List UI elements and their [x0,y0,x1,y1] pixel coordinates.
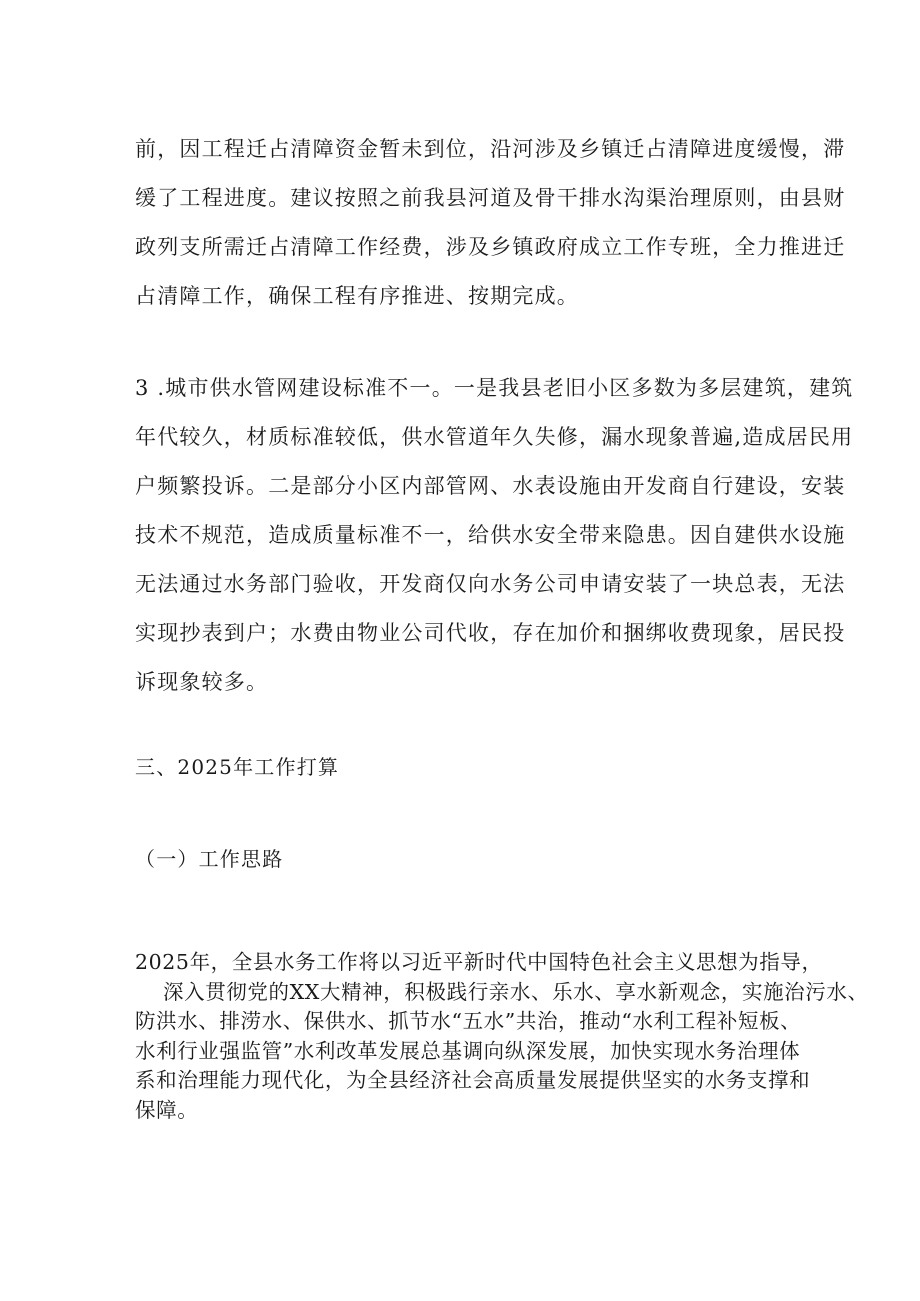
text-line: 水利行业强监管”水利改革发展总基调向纵深发展，加快实现水务治理体 [135,1038,801,1063]
text-line: 2025年，全县水务工作将以习近平新时代中国特色社会主义思想为指导， [135,950,823,974]
text-line: 技术不规范，造成质量标准不一，给供水安全带来隐患。因自建供水设施 [135,523,846,547]
text-line: 户频繁投诉。二是部分小区内部管网、水表设施由开发商自行建设，安装 [135,474,846,498]
text-line: 政列支所需迁占清障工作经费，涉及乡镇政府成立工作专班，全力推进迁 [135,235,846,259]
paragraph-work-approach [135,948,869,1125]
text-line: 占清障工作，确保工程有序推进、按期完成。 [135,284,579,308]
text-line: 深入贯彻党的XX大精神，积极践行亲水、乐水、享水新观念，实施治污水、 [163,979,869,1004]
text-line: 无法通过水务部门验收，开发商仅向水务公司申请安装了一块总表，无法 [135,572,846,596]
text-line: 年代较久，材质标准较低，供水管道年久失修，漏水现象普遍,造成居民用 [135,425,854,449]
text-line: 系和治理能力现代化，为全县经济社会高质量发展提供坚实的水务支撑和 [135,1068,811,1092]
section-heading: 三、2025年工作打算 [135,755,340,779]
text-line: 诉现象较多。 [135,670,269,694]
subsection-heading: （一）工作思路 [135,847,284,871]
text-line: 保障。 [135,1097,199,1122]
text-line: 实现抄表到户；水费由物业公司代收，存在加价和捆绑收费现象，居民投 [135,621,846,645]
text-line: 防洪水、排涝水、保供水、抓节水“五水”共治，推动“水利工程补短板、 [135,1009,802,1033]
paragraph-water-network-standards [135,364,854,707]
text-line: 3 .城市供水管网建设标准不一。一是我县老旧小区多数为多层建筑，建筑 [135,376,854,400]
paragraph-land-clearance [135,125,846,321]
text-line: 前，因工程迁占清障资金暂未到位，沿河涉及乡镇迁占清障进度缓慢，滞 [135,137,846,161]
text-line: 缓了工程进度。建议按照之前我县河道及骨干排水沟渠治理原则，由县财 [135,186,846,210]
